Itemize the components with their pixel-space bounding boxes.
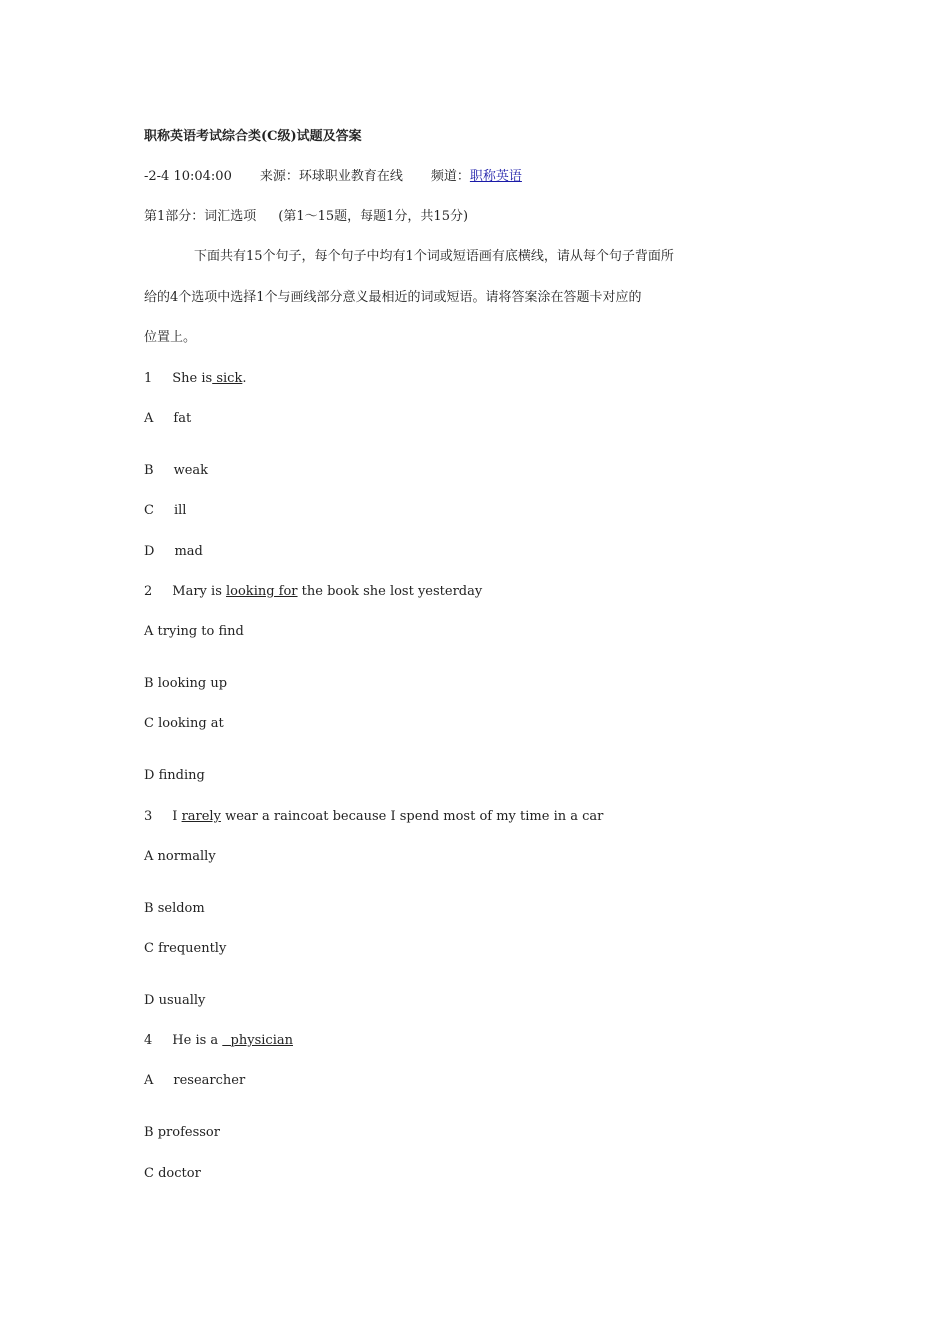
q1-option-b xyxy=(144,463,208,479)
question-number: 2 xyxy=(144,584,153,599)
question-text-pre: She is xyxy=(172,371,213,386)
instructions-line-3: 位置上。 xyxy=(144,330,197,345)
q2-option-a xyxy=(144,624,244,640)
q4-option-b xyxy=(144,1125,220,1141)
option-text: professor xyxy=(157,1125,220,1140)
underlined-term: sick xyxy=(212,371,243,386)
underlined-term: rarely xyxy=(181,809,221,824)
q1-option-d xyxy=(144,544,203,560)
underlined-term: physician xyxy=(222,1033,293,1048)
question-text-pre: Mary is xyxy=(172,584,226,599)
instructions-line-2: 给的4个选项中选择1个与画线部分意义最相近的词或短语。请将答案涂在答题卡对应的 xyxy=(144,290,642,305)
question-number: 4 xyxy=(144,1033,153,1048)
question-text-post: wear a raincoat because I spend most of my time in a car xyxy=(220,809,604,824)
option-text: finding xyxy=(158,768,205,783)
option-text: doctor xyxy=(158,1166,201,1181)
section-scoring: (第1～15题，每题1分，共15分) xyxy=(278,209,469,224)
option-letter: C xyxy=(144,716,154,731)
option-letter: C xyxy=(144,503,154,518)
question-number: 3 xyxy=(144,809,153,824)
doc-title: 职称英语考试综合类(C级)试题及答案 xyxy=(144,129,362,144)
question-number: 1 xyxy=(144,371,153,386)
option-letter: D xyxy=(144,544,155,559)
option-text: looking up xyxy=(157,676,228,691)
meta-datetime: -2-4 10:04:00 xyxy=(144,169,232,184)
option-letter: D xyxy=(144,768,155,783)
option-text: researcher xyxy=(173,1073,246,1088)
meta-line xyxy=(144,169,522,185)
option-letter: D xyxy=(144,993,155,1008)
q1-option-a xyxy=(144,411,191,427)
question-3 xyxy=(144,809,603,825)
option-text: usually xyxy=(158,993,206,1008)
option-text: fat xyxy=(173,411,192,426)
option-text: seldom xyxy=(157,901,205,916)
option-letter: B xyxy=(144,463,154,478)
option-letter: B xyxy=(144,1125,154,1140)
meta-channel-label: 频道： xyxy=(430,169,470,184)
option-letter: A xyxy=(144,624,154,639)
q2-option-c xyxy=(144,716,224,732)
underlined-term: looking for xyxy=(226,584,298,599)
option-letter: C xyxy=(144,1166,154,1181)
q1-option-c xyxy=(144,503,186,519)
option-letter: A xyxy=(144,1073,154,1088)
section-heading-line xyxy=(144,209,468,225)
option-letter: B xyxy=(144,901,154,916)
meta-source: 来源：环球职业教育在线 xyxy=(259,169,403,184)
q2-option-d xyxy=(144,768,205,784)
q3-option-d xyxy=(144,993,205,1009)
question-1 xyxy=(144,371,246,387)
section-heading: 第1部分：词汇选项 xyxy=(144,209,257,224)
option-letter: B xyxy=(144,676,154,691)
option-text: frequently xyxy=(158,941,227,956)
option-text: ill xyxy=(173,503,187,518)
option-letter: A xyxy=(144,411,154,426)
option-letter: C xyxy=(144,941,154,956)
option-text: normally xyxy=(157,849,216,864)
option-text: trying to find xyxy=(157,624,244,639)
question-text-post: the book she lost yesterday xyxy=(297,584,483,599)
question-2 xyxy=(144,584,482,600)
q3-option-c xyxy=(144,941,226,957)
question-4 xyxy=(144,1033,293,1049)
option-text: looking at xyxy=(158,716,224,731)
option-text: mad xyxy=(174,544,203,559)
instructions-line-1: 下面共有15个句子，每个句子中均有1个词或短语画有底横线，请从每个句子背面所 xyxy=(194,249,674,264)
question-text-post: . xyxy=(242,371,247,386)
channel-link[interactable]: 职称英语 xyxy=(469,169,522,184)
question-text-pre: He is a xyxy=(172,1033,223,1048)
q2-option-b xyxy=(144,676,227,692)
option-letter: A xyxy=(144,849,154,864)
q3-option-a xyxy=(144,849,216,865)
q3-option-b xyxy=(144,901,205,917)
question-text-pre: I xyxy=(172,809,182,824)
option-text: weak xyxy=(173,463,209,478)
q4-option-a xyxy=(144,1073,245,1089)
q4-option-c xyxy=(144,1166,201,1182)
